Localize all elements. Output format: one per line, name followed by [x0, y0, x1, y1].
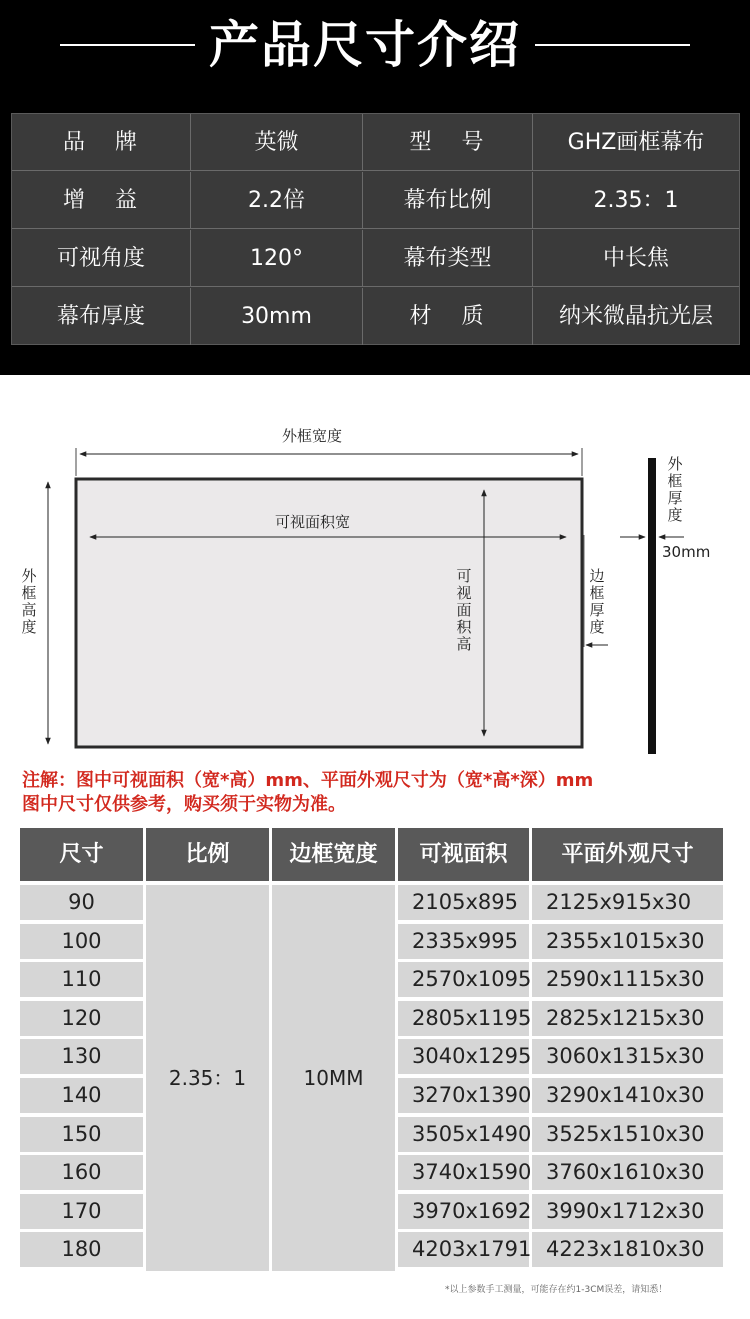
size-cell-size: 180 [20, 1232, 143, 1267]
title-divider-left [60, 44, 195, 46]
size-cell-visible: 3505x1490 [398, 1117, 529, 1152]
size-cell-size: 120 [20, 1001, 143, 1036]
spec-row [12, 172, 739, 229]
spec-row [12, 288, 739, 345]
size-cell-outer: 2590x1115x30 [532, 962, 723, 997]
spec-label: 幕布厚度 [12, 288, 191, 345]
size-header-ratio: 比例 [146, 828, 269, 881]
title-divider-right [535, 44, 690, 46]
size-cell-outer: 3290x1410x30 [532, 1078, 723, 1113]
note-line-2: 图中尺寸仅供参考，购买须于实物为准。 [22, 794, 346, 815]
diagram-drawing [0, 410, 750, 770]
size-cell-size: 140 [20, 1078, 143, 1113]
spec-label: 幕布比例 [363, 172, 533, 229]
size-cell-visible: 3970x1692 [398, 1194, 529, 1229]
size-cell-outer: 2125x915x30 [532, 885, 723, 920]
spec-value: 英微 [191, 114, 363, 171]
size-header-visible: 可视面积 [398, 828, 529, 881]
spec-label: 幕布类型 [363, 230, 533, 287]
size-cell-outer: 3760x1610x30 [532, 1155, 723, 1190]
size-cell-size: 150 [20, 1117, 143, 1152]
note-line-1: 注解：图中可视面积（宽*高）mm、平面外观尺寸为（宽*高*深）mm [22, 770, 594, 791]
size-header-size: 尺寸 [20, 828, 143, 881]
size-cell-outer: 3060x1315x30 [532, 1039, 723, 1074]
size-header-border: 边框宽度 [272, 828, 395, 881]
size-cell-size: 130 [20, 1039, 143, 1074]
visible-width-label: 可视面积宽 [275, 513, 351, 531]
size-cell-visible: 3270x1390 [398, 1078, 529, 1113]
visible-height-label: 可视面积高 [456, 567, 472, 653]
spec-row [12, 114, 739, 171]
footnote: *以上参数手工测量，可能存在约1-3CM误差，请知悉！ [445, 1285, 668, 1295]
size-cell-outer: 3525x1510x30 [532, 1117, 723, 1152]
size-cell-size: 160 [20, 1155, 143, 1190]
size-cell-size: 170 [20, 1194, 143, 1229]
size-cell-visible: 2570x1095 [398, 962, 529, 997]
spec-label: 增益 [12, 172, 191, 229]
size-cell-visible: 4203x1791 [398, 1232, 529, 1267]
size-cell-outer: 2355x1015x30 [532, 924, 723, 959]
outer-width-label: 外框宽度 [282, 427, 343, 445]
frame-thickness-value: 30mm [662, 543, 711, 561]
size-cell-visible: 2105x895 [398, 885, 529, 920]
spec-value: GHZ画框幕布 [567, 130, 705, 155]
spec-value: 2.2倍 [191, 172, 363, 229]
size-cell-size: 100 [20, 924, 143, 959]
spec-table [11, 113, 740, 345]
size-cell-outer: 2825x1215x30 [532, 1001, 723, 1036]
size-cell-size: 90 [20, 885, 143, 920]
size-cell-visible: 2335x995 [398, 924, 529, 959]
size-header-outer: 平面外观尺寸 [532, 828, 723, 881]
spec-label: 可视角度 [12, 230, 191, 287]
outer-height-label: 外框高度 [21, 567, 37, 636]
dimension-diagram [0, 410, 750, 770]
spec-value: 2.35：1 [593, 188, 679, 213]
size-cell-size: 110 [20, 962, 143, 997]
size-cell-visible: 2805x1195 [398, 1001, 529, 1036]
merged-border-cell: 10MM [272, 885, 395, 1271]
merged-ratio-cell: 2.35：1 [146, 885, 269, 1271]
spec-value: 120° [191, 230, 363, 287]
page-title: 产品尺寸介绍 [209, 16, 521, 74]
spec-value: 中长焦 [602, 246, 669, 271]
size-cell-visible: 3040x1295 [398, 1039, 529, 1074]
spec-label: 材质 [363, 288, 533, 345]
size-cell-outer: 3990x1712x30 [532, 1194, 723, 1229]
border-thickness-label: 边框厚度 [589, 567, 605, 636]
size-cell-visible: 3740x1590 [398, 1155, 529, 1190]
frame-thickness-label: 外框厚度 [667, 455, 683, 524]
side-profile-bar [648, 458, 656, 754]
spec-label: 型号 [363, 114, 533, 171]
size-cell-outer: 4223x1810x30 [532, 1232, 723, 1267]
spec-value: 30mm [191, 288, 363, 345]
spec-value: 纳米微晶抗光层 [558, 304, 713, 329]
spec-label: 品牌 [12, 114, 191, 171]
spec-row [12, 230, 739, 287]
